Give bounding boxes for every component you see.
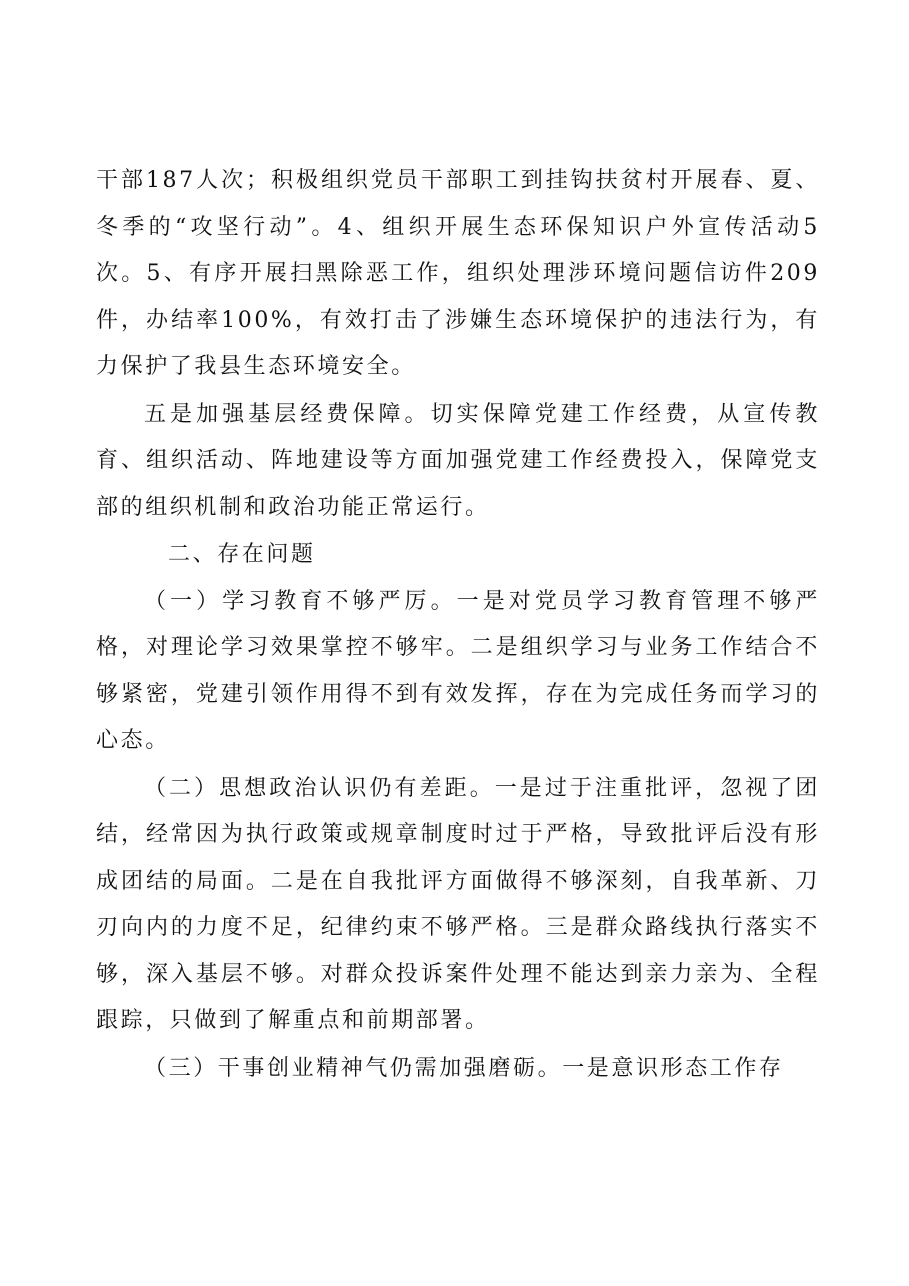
section-heading-problems: 二、存在问题 bbox=[168, 542, 316, 567]
paragraph-work-results: 干部187人次；积极组织党员干部职工到挂钩扶贫村开展春、夏、冬季的“攻坚行动”。4、组织开展生态环保知识户外宣传活动5次。5、有序开展扫黑除恶工作，组织处理涉环境问题信访件209件，办结率100%，有效打击了涉嫌生态环境保护的违法行为，有力保护了我县生态环境安全。 bbox=[96, 168, 820, 379]
paragraph-funding-guarantee: 五是加强基层经费保障。切实保障党建工作经费，从宣传教育、组织活动、阵地建设等方面加强党建工作经费投入，保障党支部的组织机制和政治功能正常运行。 bbox=[96, 401, 820, 520]
paragraph-entrepreneurial-spirit: （三）干事创业精神气仍需加强磨砺。一是意识形态工作存 bbox=[144, 1055, 784, 1081]
paragraph-political-awareness: （二）思想政治认识仍有差距。一是过于注重批评，忽视了团结，经常因为执行政策或规章制度时过于严格，导致批评后没有形成团结的局面。二是在自我批评方面做得不够深刻，自我革新、刀刃向内的力度不足，纪律约束不够严格。三是群众路线执行落实不够，深入基层不够。对群众投诉案件处理不能达到亲力亲为、全程跟踪，只做到了解重点和前期部署。 bbox=[96, 775, 820, 1033]
document-body bbox=[96, 158, 820, 1092]
paragraph-study-education: （一）学习教育不够严厉。一是对党员学习教育管理不够严格，对理论学习效果掌控不够牢。二是组织学习与业务工作结合不够紧密，党建引领作用得不到有效发挥，存在为完成任务而学习的心态。 bbox=[96, 588, 820, 753]
